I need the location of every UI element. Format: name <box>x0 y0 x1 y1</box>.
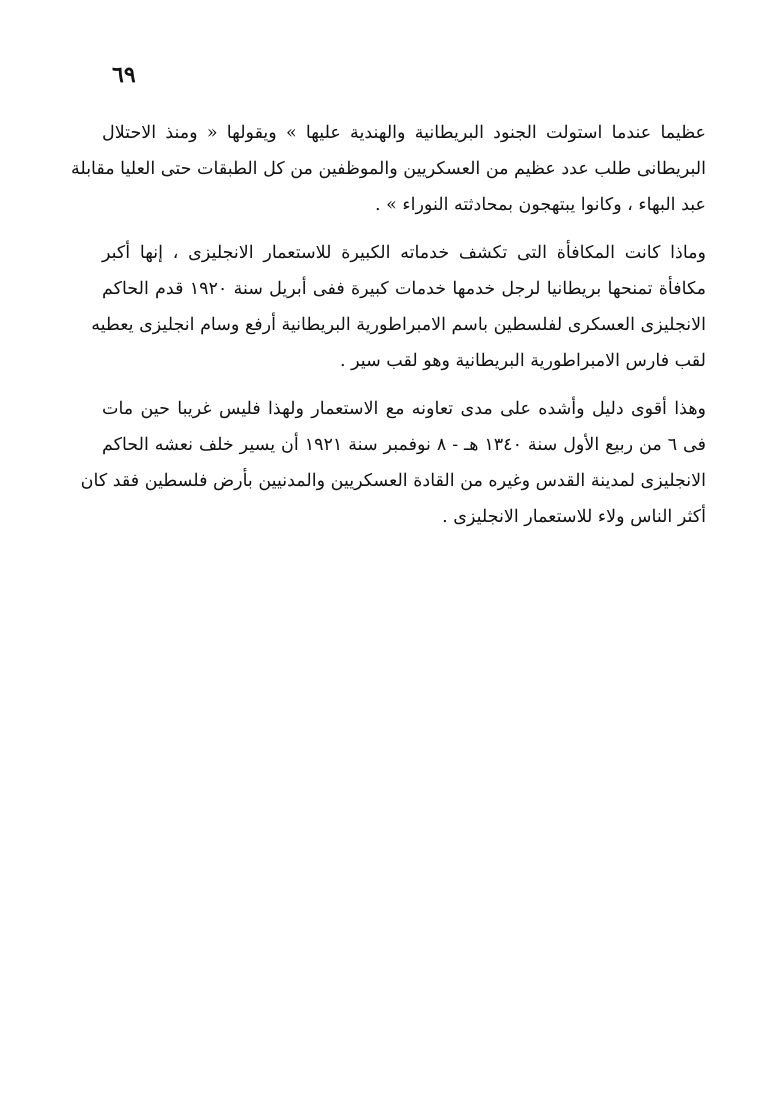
text-line: وماذا كانت المكافأة التى تكشف خدماته الكبيرة للاستعمار الانجليزى ، إنها أكبر <box>102 243 706 263</box>
text-line: لقب فارس الامبراطورية البريطانية وهو لقب سير . <box>340 351 706 371</box>
text-line: أكثر الناس ولاء للاستعمار الانجليزى . <box>442 507 706 527</box>
page-number: ٦٩ <box>112 62 136 88</box>
text-line: عبد البهاء ، وكانوا يبتهجون بمحادثته النوراء » . <box>374 195 706 215</box>
text-line: الانجليزى العسكرى لفلسطين باسم الامبراطورية البريطانية أرفع وسام انجليزى يعطيه <box>91 315 706 335</box>
paragraph-1 <box>71 115 706 223</box>
text-line: الانجليزى لمدينة القدس وغيره من القادة العسكريين والمدنيين بأرض فلسطين فقد كان <box>80 471 706 491</box>
body-text <box>71 115 707 547</box>
text-line: فى ٦ من ربيع الأول سنة ١٣٤٠ هـ - ٨ نوفمبر سنة ١٩٢١ أن يسير خلف نعشه الحاكم <box>102 435 706 455</box>
text-line: مكافأة تمنحها بريطانيا لرجل خدمها خدمات كبيرة ففى أبريل سنة ١٩٢٠ قدم الحاكم <box>102 279 707 299</box>
text-line: البريطانى طلب عدد عظيم من العسكريين والموظفين من كل الطبقات حتى العليا مقابلة <box>71 159 706 179</box>
paragraph-3 <box>80 391 707 535</box>
text-line: وهذا أقوى دليل وأشده على مدى تعاونه مع الاستعمار ولهذا فليس غريبا حين مات <box>102 399 707 419</box>
text-line: عظيما عندما استولت الجنود البريطانية والهندية عليها » ويقولها « ومنذ الاحتلال <box>102 123 706 143</box>
paragraph-2 <box>91 235 707 379</box>
